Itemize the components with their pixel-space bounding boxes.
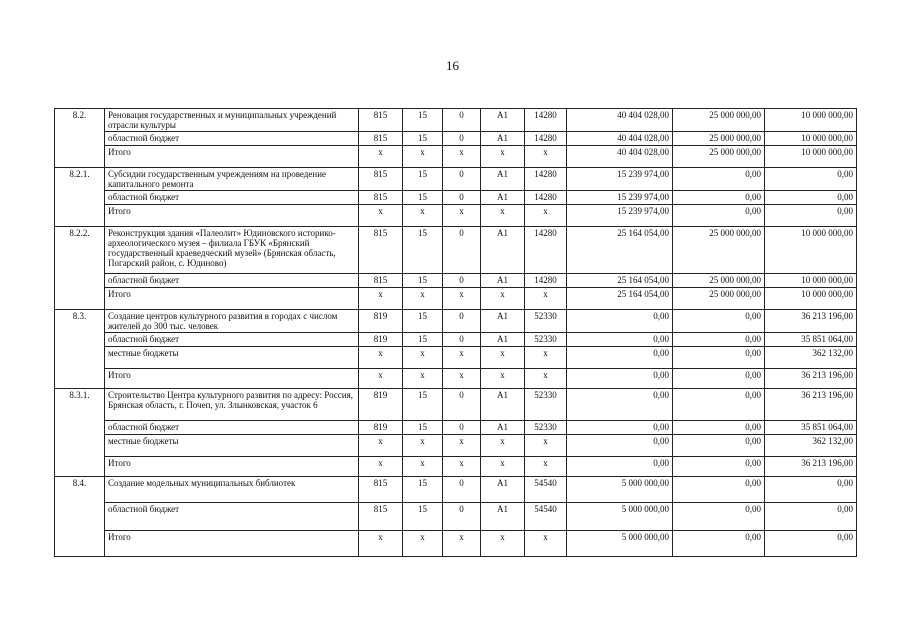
table-row	[55, 274, 857, 288]
code-pp-cell: 0	[443, 421, 481, 435]
amount-year1-cell: 0,00	[567, 457, 673, 477]
table-row	[55, 531, 857, 557]
code-pg-cell: A1	[481, 274, 525, 288]
amount-year2-cell: 0,00	[673, 310, 765, 333]
code-gr-cell: x	[359, 347, 403, 369]
row-name-cell: Реконструкция здания «Палеолит» Юдиновского историко-археологического музея – филиала ГБУК «Брянский государственный краеведческий музей» (Брянская область, Погарский район, с. Юдиново)	[105, 227, 359, 274]
code-ppp-cell: 15	[403, 168, 443, 191]
amount-year3-cell: 0,00	[765, 531, 857, 557]
code-ppp-cell: 15	[403, 109, 443, 132]
row-number-cell	[55, 205, 105, 227]
code-direction-cell: 14280	[525, 227, 567, 274]
row-name-cell: Создание центров культурного развития в городах с числом жителей до 300 тыс. человек	[105, 310, 359, 333]
amount-year2-cell: 25 000 000,00	[673, 274, 765, 288]
code-pp-cell: x	[443, 369, 481, 389]
code-direction-cell: x	[525, 435, 567, 457]
row-name-cell: областной бюджет	[105, 333, 359, 347]
code-gr-cell: x	[359, 205, 403, 227]
table-row	[55, 457, 857, 477]
code-pp-cell: x	[443, 347, 481, 369]
amount-year2-cell: 25 000 000,00	[673, 109, 765, 132]
table-row	[55, 191, 857, 205]
row-name-cell: областной бюджет	[105, 503, 359, 531]
row-number-cell	[55, 274, 105, 288]
code-gr-cell: x	[359, 457, 403, 477]
row-name-cell: областной бюджет	[105, 421, 359, 435]
amount-year3-cell: 10 000 000,00	[765, 132, 857, 146]
amount-year3-cell: 10 000 000,00	[765, 227, 857, 274]
row-number-cell: 8.2.2.	[55, 227, 105, 274]
row-name-cell: областной бюджет	[105, 191, 359, 205]
amount-year3-cell: 35 851 064,00	[765, 421, 857, 435]
code-direction-cell: 14280	[525, 191, 567, 205]
amount-year2-cell: 0,00	[673, 389, 765, 421]
code-ppp-cell: 15	[403, 389, 443, 421]
amount-year2-cell: 0,00	[673, 205, 765, 227]
row-number-cell	[55, 347, 105, 369]
code-pg-cell: A1	[481, 168, 525, 191]
code-pg-cell: x	[481, 457, 525, 477]
row-number-cell: 8.4.	[55, 477, 105, 503]
amount-year1-cell: 5 000 000,00	[567, 531, 673, 557]
table-row	[55, 435, 857, 457]
code-pp-cell: 0	[443, 168, 481, 191]
code-pp-cell: x	[443, 435, 481, 457]
row-number-cell	[55, 421, 105, 435]
amount-year3-cell: 36 213 196,00	[765, 457, 857, 477]
row-name-cell: Субсидии государственным учреждениям на проведение капитального ремонта	[105, 168, 359, 191]
code-ppp-cell: 15	[403, 227, 443, 274]
amount-year2-cell: 0,00	[673, 333, 765, 347]
amount-year1-cell: 15 239 974,00	[567, 191, 673, 205]
amount-year3-cell: 36 213 196,00	[765, 369, 857, 389]
row-name-cell: Итого	[105, 369, 359, 389]
amount-year1-cell: 0,00	[567, 347, 673, 369]
code-gr-cell: x	[359, 146, 403, 168]
amount-year2-cell: 0,00	[673, 168, 765, 191]
row-name-cell: Строительство Центра культурного развития по адресу: Россия, Брянская область, г. Почеп, ул. Злынковская, участок 6	[105, 389, 359, 421]
table-row	[55, 227, 857, 274]
code-pp-cell: 0	[443, 310, 481, 333]
code-pp-cell: 0	[443, 274, 481, 288]
code-direction-cell: x	[525, 457, 567, 477]
row-name-cell: Создание модельных муниципальных библиотек	[105, 477, 359, 503]
code-ppp-cell: 15	[403, 333, 443, 347]
code-ppp-cell: x	[403, 205, 443, 227]
row-number-cell: 8.3.1.	[55, 389, 105, 421]
code-pg-cell: x	[481, 369, 525, 389]
code-pp-cell: x	[443, 531, 481, 557]
code-gr-cell: 819	[359, 333, 403, 347]
code-ppp-cell: 15	[403, 191, 443, 205]
code-pp-cell: 0	[443, 132, 481, 146]
table-row	[55, 109, 857, 132]
code-pg-cell: A1	[481, 109, 525, 132]
code-pp-cell: x	[443, 146, 481, 168]
code-gr-cell: 819	[359, 421, 403, 435]
code-pg-cell: A1	[481, 389, 525, 421]
code-pp-cell: 0	[443, 227, 481, 274]
amount-year1-cell: 0,00	[567, 310, 673, 333]
amount-year2-cell: 0,00	[673, 477, 765, 503]
amount-year3-cell: 0,00	[765, 205, 857, 227]
code-ppp-cell: x	[403, 146, 443, 168]
amount-year1-cell: 0,00	[567, 369, 673, 389]
code-ppp-cell: 15	[403, 132, 443, 146]
code-gr-cell: 815	[359, 274, 403, 288]
table-row	[55, 477, 857, 503]
code-pp-cell: 0	[443, 191, 481, 205]
code-direction-cell: 52330	[525, 310, 567, 333]
amount-year2-cell: 0,00	[673, 503, 765, 531]
code-ppp-cell: 15	[403, 503, 443, 531]
amount-year3-cell: 362 132,00	[765, 435, 857, 457]
code-direction-cell: x	[525, 369, 567, 389]
table-row	[55, 146, 857, 168]
code-pg-cell: A1	[481, 227, 525, 274]
row-number-cell	[55, 132, 105, 146]
amount-year2-cell: 0,00	[673, 531, 765, 557]
amount-year2-cell: 25 000 000,00	[673, 288, 765, 310]
code-gr-cell: 815	[359, 503, 403, 531]
table-row	[55, 205, 857, 227]
code-direction-cell: 14280	[525, 132, 567, 146]
amount-year1-cell: 25 164 054,00	[567, 288, 673, 310]
code-pg-cell: A1	[481, 421, 525, 435]
code-direction-cell: x	[525, 146, 567, 168]
code-gr-cell: x	[359, 369, 403, 389]
table-row	[55, 333, 857, 347]
amount-year1-cell: 0,00	[567, 435, 673, 457]
row-number-cell	[55, 503, 105, 531]
code-pp-cell: x	[443, 205, 481, 227]
row-name-cell: Итого	[105, 146, 359, 168]
amount-year2-cell: 25 000 000,00	[673, 146, 765, 168]
amount-year3-cell: 362 132,00	[765, 347, 857, 369]
row-name-cell: Реновация государственных и муниципальных учреждений отрасли культуры	[105, 109, 359, 132]
code-ppp-cell: x	[403, 347, 443, 369]
code-direction-cell: 14280	[525, 274, 567, 288]
code-pp-cell: 0	[443, 109, 481, 132]
table-row	[55, 310, 857, 333]
amount-year3-cell: 36 213 196,00	[765, 310, 857, 333]
code-ppp-cell: x	[403, 457, 443, 477]
row-number-cell	[55, 435, 105, 457]
code-gr-cell: 815	[359, 109, 403, 132]
page-number: 16	[446, 58, 459, 73]
code-direction-cell: x	[525, 205, 567, 227]
row-name-cell: Итого	[105, 288, 359, 310]
code-ppp-cell: 15	[403, 310, 443, 333]
row-name-cell: местные бюджеты	[105, 435, 359, 457]
table-row	[55, 132, 857, 146]
amount-year1-cell: 40 404 028,00	[567, 132, 673, 146]
code-direction-cell: 52330	[525, 333, 567, 347]
code-gr-cell: 815	[359, 191, 403, 205]
row-number-cell	[55, 333, 105, 347]
code-pg-cell: x	[481, 531, 525, 557]
amount-year3-cell: 0,00	[765, 168, 857, 191]
code-pg-cell: x	[481, 435, 525, 457]
row-number-cell	[55, 369, 105, 389]
amount-year3-cell: 36 213 196,00	[765, 389, 857, 421]
amount-year3-cell: 10 000 000,00	[765, 288, 857, 310]
row-number-cell	[55, 146, 105, 168]
amount-year1-cell: 15 239 974,00	[567, 205, 673, 227]
amount-year3-cell: 35 851 064,00	[765, 333, 857, 347]
code-pp-cell: x	[443, 457, 481, 477]
table-row	[55, 347, 857, 369]
code-ppp-cell: 15	[403, 274, 443, 288]
code-direction-cell: 52330	[525, 389, 567, 421]
code-gr-cell: 815	[359, 132, 403, 146]
amount-year3-cell: 10 000 000,00	[765, 274, 857, 288]
amount-year1-cell: 25 164 054,00	[567, 227, 673, 274]
code-gr-cell: x	[359, 531, 403, 557]
code-pg-cell: x	[481, 288, 525, 310]
row-name-cell: местные бюджеты	[105, 347, 359, 369]
amount-year2-cell: 0,00	[673, 457, 765, 477]
code-direction-cell: 54540	[525, 503, 567, 531]
row-number-cell: 8.2.1.	[55, 168, 105, 191]
row-name-cell: областной бюджет	[105, 132, 359, 146]
amount-year2-cell: 0,00	[673, 369, 765, 389]
code-pg-cell: A1	[481, 333, 525, 347]
code-direction-cell: 52330	[525, 421, 567, 435]
amount-year3-cell: 0,00	[765, 191, 857, 205]
amount-year1-cell: 0,00	[567, 389, 673, 421]
code-pp-cell: 0	[443, 333, 481, 347]
table-row	[55, 369, 857, 389]
code-pg-cell: A1	[481, 191, 525, 205]
amount-year3-cell: 0,00	[765, 477, 857, 503]
row-number-cell	[55, 531, 105, 557]
table-row	[55, 503, 857, 531]
code-ppp-cell: x	[403, 369, 443, 389]
row-number-cell: 8.2.	[55, 109, 105, 132]
row-name-cell: Итого	[105, 531, 359, 557]
row-number-cell	[55, 288, 105, 310]
code-pp-cell: 0	[443, 503, 481, 531]
row-number-cell	[55, 191, 105, 205]
amount-year2-cell: 0,00	[673, 421, 765, 435]
code-gr-cell: 819	[359, 310, 403, 333]
amount-year1-cell: 0,00	[567, 333, 673, 347]
amount-year2-cell: 0,00	[673, 435, 765, 457]
code-ppp-cell: x	[403, 435, 443, 457]
row-number-cell: 8.3.	[55, 310, 105, 333]
code-gr-cell: 815	[359, 227, 403, 274]
code-pg-cell: A1	[481, 132, 525, 146]
code-direction-cell: x	[525, 347, 567, 369]
code-pg-cell: A1	[481, 310, 525, 333]
table-row	[55, 288, 857, 310]
amount-year2-cell: 0,00	[673, 191, 765, 205]
code-gr-cell: x	[359, 288, 403, 310]
code-ppp-cell: 15	[403, 421, 443, 435]
amount-year1-cell: 5 000 000,00	[567, 503, 673, 531]
code-direction-cell: 54540	[525, 477, 567, 503]
row-number-cell	[55, 457, 105, 477]
code-pg-cell: x	[481, 146, 525, 168]
code-pg-cell: x	[481, 347, 525, 369]
amount-year1-cell: 40 404 028,00	[567, 109, 673, 132]
amount-year1-cell: 0,00	[567, 421, 673, 435]
budget-table-body	[55, 109, 857, 557]
amount-year3-cell: 0,00	[765, 503, 857, 531]
row-name-cell: Итого	[105, 457, 359, 477]
code-direction-cell: 14280	[525, 168, 567, 191]
code-ppp-cell: 15	[403, 477, 443, 503]
amount-year2-cell: 25 000 000,00	[673, 132, 765, 146]
code-ppp-cell: x	[403, 531, 443, 557]
amount-year2-cell: 25 000 000,00	[673, 227, 765, 274]
code-direction-cell: x	[525, 531, 567, 557]
table-row	[55, 421, 857, 435]
amount-year2-cell: 0,00	[673, 347, 765, 369]
code-pg-cell: A1	[481, 503, 525, 531]
code-pp-cell: x	[443, 288, 481, 310]
code-pp-cell: 0	[443, 389, 481, 421]
code-pg-cell: A1	[481, 477, 525, 503]
amount-year1-cell: 15 239 974,00	[567, 168, 673, 191]
code-ppp-cell: x	[403, 288, 443, 310]
code-gr-cell: x	[359, 435, 403, 457]
code-direction-cell: x	[525, 288, 567, 310]
code-direction-cell: 14280	[525, 109, 567, 132]
code-gr-cell: 815	[359, 477, 403, 503]
amount-year3-cell: 10 000 000,00	[765, 109, 857, 132]
code-pg-cell: x	[481, 205, 525, 227]
amount-year1-cell: 25 164 054,00	[567, 274, 673, 288]
code-gr-cell: 815	[359, 168, 403, 191]
row-name-cell: областной бюджет	[105, 274, 359, 288]
row-name-cell: Итого	[105, 205, 359, 227]
amount-year3-cell: 10 000 000,00	[765, 146, 857, 168]
table-row	[55, 389, 857, 421]
budget-table	[54, 108, 857, 557]
code-pp-cell: 0	[443, 477, 481, 503]
table-row	[55, 168, 857, 191]
amount-year1-cell: 40 404 028,00	[567, 146, 673, 168]
code-gr-cell: 819	[359, 389, 403, 421]
amount-year1-cell: 5 000 000,00	[567, 477, 673, 503]
